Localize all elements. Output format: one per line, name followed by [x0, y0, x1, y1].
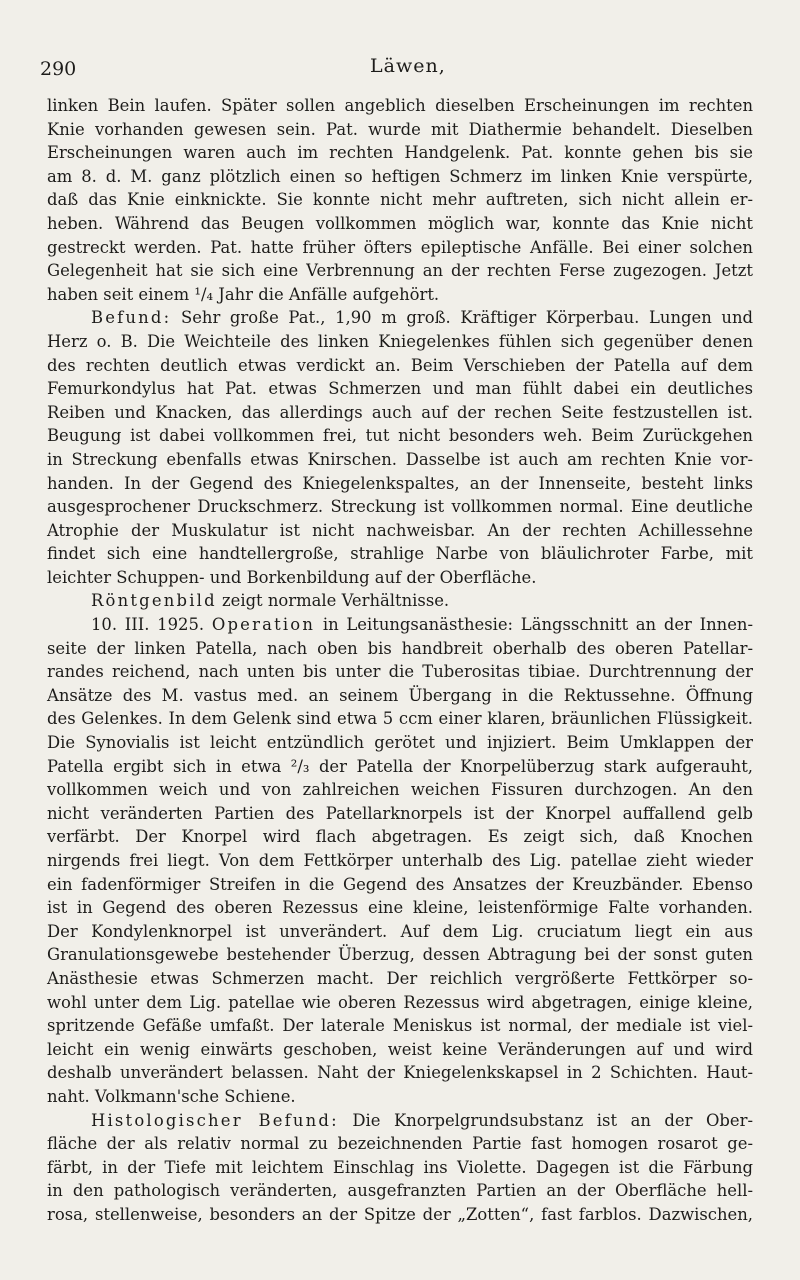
line-text: deshalb unverändert belassen. Naht der Kniegelenkskapsel in 2 Schichten. Haut- [47, 1063, 753, 1083]
text-line [47, 401, 753, 425]
text-line [47, 118, 753, 142]
line-text: nicht veränderten Partien des Patellarknorpels ist der Knorpel auffallend gelb [47, 803, 753, 823]
line-text: ausgesprochener Druckschmerz. Streckung ist vollkommen normal. Eine deutliche [47, 497, 753, 517]
text-line [47, 259, 753, 283]
line-text: in Streckung ebenfalls etwas Knirschen. Dasselbe ist auch am rechten Knie vor- [47, 449, 753, 469]
line-text: Sehr große Pat., 1,90 m groß. Kräftiger Körperbau. Lungen und [171, 308, 753, 328]
line-text: des Gelenkes. In dem Gelenk sind etwa 5 ccm einer klaren, bräunlichen Flüssigkeit. [47, 709, 753, 729]
line-text: wohl unter dem Lig. patellae wie oberen Rezessus wird abgetragen, einige kleine, [47, 992, 753, 1012]
page-header [40, 50, 760, 86]
spaced-heading: Röntgenbild [91, 591, 217, 611]
line-text: Der Kondylenknorpel ist unverändert. Auf dem Lig. cruciatum liegt ein aus [47, 921, 753, 941]
line-text: Erscheinungen waren auch im rechten Handgelenk. Pat. konnte gehen bis sie [47, 143, 753, 163]
line-text: spritzende Gefäße umfaßt. Der laterale Meniskus ist normal, der mediale ist viel- [47, 1016, 753, 1036]
line-text: färbt, in der Tiefe mit leichtem Einschlag ins Violette. Dagegen ist die Färbung [47, 1157, 753, 1177]
line-text: Herz o. B. Die Weichteile des linken Kniegelenkes fühlen sich gegenüber denen [47, 331, 753, 351]
text-line [47, 825, 753, 849]
line-text: zeigt normale Verhältnisse. [216, 591, 450, 611]
line-text: Granulationsgewebe bestehender Überzug, dessen Abtragung bei der sonst guten [47, 945, 753, 965]
line-text: heben. Während das Beugen vollkommen möglich war, konnte das Knie nicht [47, 213, 753, 233]
spaced-heading: Befund: [91, 308, 172, 328]
text-line [47, 920, 753, 944]
text-line [47, 755, 753, 779]
text-line [47, 519, 753, 543]
line-text: in den pathologisch veränderten, ausgefranzten Partien an der Oberfläche hell- [47, 1181, 753, 1201]
text-line [47, 1038, 753, 1062]
line-text: seite der linken Patella, nach oben bis handbreit oberhalb des oberen Patellar- [47, 638, 753, 658]
text-line [47, 141, 753, 165]
spaced-heading: Histologischer Befund: [91, 1110, 339, 1130]
body-text [47, 94, 753, 1227]
line-text: leichter Schuppen- und Borkenbildung auf der Oberfläche. [47, 567, 537, 587]
line-text: 10. III. 1925. [91, 615, 212, 635]
line-text: randes reichend, nach unten bis unter die Tuberositas tibiae. Durchtrennung der [47, 662, 753, 682]
line-text: ein fadenförmiger Streifen in die Gegend des Ansatzes der Kreuzbänder. Ebenso [47, 874, 753, 894]
line-text: Reiben und Knacken, das allerdings auch auf der rechen Seite festzustellen ist. [47, 402, 753, 422]
text-line [47, 1156, 753, 1180]
text-line [47, 188, 753, 212]
line-text: Die Knorpelgrundsubstanz ist an der Ober- [338, 1110, 753, 1130]
text-line [47, 1203, 753, 1227]
line-text: handen. In der Gegend des Kniegelenkspaltes, an der Innenseite, besteht links [47, 473, 753, 493]
text-line [47, 330, 753, 354]
line-text: Gelegenheit hat sie sich eine Verbrennung an der rechten Ferse zugezogen. Jetzt [47, 261, 753, 281]
text-line [47, 283, 753, 307]
text-line [47, 1014, 753, 1038]
text-line [47, 165, 753, 189]
text-line [47, 495, 753, 519]
text-line [47, 212, 753, 236]
text-line [47, 967, 753, 991]
line-text: nirgends frei liegt. Von dem Fettkörper unterhalb des Lig. patellae zieht wieder [47, 851, 753, 870]
text-line [47, 849, 753, 873]
running-head: Läwen, [370, 55, 446, 77]
page-number: 290 [40, 58, 77, 80]
line-text: gestreckt werden. Pat. hatte früher öfters epileptische Anfälle. Bei einer solchen [47, 237, 753, 257]
text-line [47, 896, 753, 920]
text-line [47, 991, 753, 1015]
text-line [47, 684, 753, 708]
text-line [47, 778, 753, 802]
line-text: rosa, stellenweise, besonders an der Spitze der „Zotten“, fast farblos. Dazwischen, [47, 1204, 753, 1224]
text-line [47, 589, 753, 613]
line-text: haben seit einem ¹/₄ Jahr die Anfälle aufgehört. [47, 284, 440, 304]
text-line [47, 306, 753, 330]
line-text: Knie vorhanden gewesen sein. Pat. wurde mit Diathermie behandelt. Dieselben [47, 119, 753, 139]
text-line [47, 731, 753, 755]
line-text: in Leitungsanästhesie: Längsschnitt an der Innen- [315, 615, 753, 635]
text-line [47, 236, 753, 260]
text-line [47, 472, 753, 496]
text-line [47, 943, 753, 967]
text-line [47, 660, 753, 684]
text-line [47, 448, 753, 472]
line-text: fläche der als relativ normal zu bezeichnenden Partie fast homogen rosarot ge- [47, 1134, 753, 1154]
text-line [47, 377, 753, 401]
line-text: Beugung ist dabei vollkommen frei, tut nicht besonders weh. Beim Zurückgehen [47, 426, 753, 446]
line-text: verfärbt. Der Knorpel wird flach abgetragen. Es zeigt sich, daß Knochen [47, 827, 753, 847]
line-text: am 8. d. M. ganz plötzlich einen so heftigen Schmerz im linken Knie verspürte, [47, 166, 753, 186]
line-text: findet sich eine handtellergroße, strahlige Narbe von bläulichroter Farbe, mit [47, 544, 753, 564]
text-line [47, 566, 753, 590]
line-text: vollkommen weich und von zahlreichen weichen Fissuren durchzogen. An den [47, 780, 753, 800]
line-text: ist in Gegend des oberen Rezessus eine kleine, leistenförmige Falte vorhanden. [47, 898, 753, 918]
line-text: Ansätze des M. vastus med. an seinem Übergang in die Rektussehne. Öffnung [47, 685, 753, 705]
line-text: Die Synovialis ist leicht entzündlich gerötet und injiziert. Beim Umklappen der [47, 733, 753, 753]
line-text: Patella ergibt sich in etwa ²/₃ der Patella der Knorpelüberzug stark aufgerauht, [47, 756, 753, 776]
line-text: leicht ein wenig einwärts geschoben, weist keine Veränderungen auf und wird [47, 1039, 753, 1059]
text-line [47, 802, 753, 826]
text-line [47, 613, 753, 637]
text-line [47, 873, 753, 897]
text-line [47, 1109, 753, 1133]
spaced-heading: Operation [211, 615, 316, 635]
text-line [47, 1132, 753, 1156]
text-line [47, 1085, 753, 1109]
line-text: linken Bein laufen. Später sollen angeblich dieselben Erscheinungen im rechten [47, 96, 753, 115]
line-text: daß das Knie einknickte. Sie konnte nicht mehr auftreten, sich nicht allein er- [47, 190, 753, 210]
text-line [47, 1179, 753, 1203]
line-text: Femurkondylus hat Pat. etwas Schmerzen und man fühlt dabei ein deutliches [47, 379, 753, 399]
line-text: naht. Volkmann'sche Schiene. [47, 1086, 296, 1106]
line-text: Anästhesie etwas Schmerzen macht. Der reichlich vergrößerte Fettkörper so- [47, 968, 753, 988]
line-text: des rechten deutlich etwas verdickt an. Beim Verschieben der Patella auf dem [47, 355, 753, 375]
text-line [47, 707, 753, 731]
text-line [47, 1061, 753, 1085]
text-line [47, 637, 753, 661]
line-text: Atrophie der Muskulatur ist nicht nachweisbar. An der rechten Achillessehne [47, 520, 753, 540]
text-line [47, 542, 753, 566]
text-line [47, 94, 753, 118]
text-line [47, 354, 753, 378]
text-line [47, 424, 753, 448]
